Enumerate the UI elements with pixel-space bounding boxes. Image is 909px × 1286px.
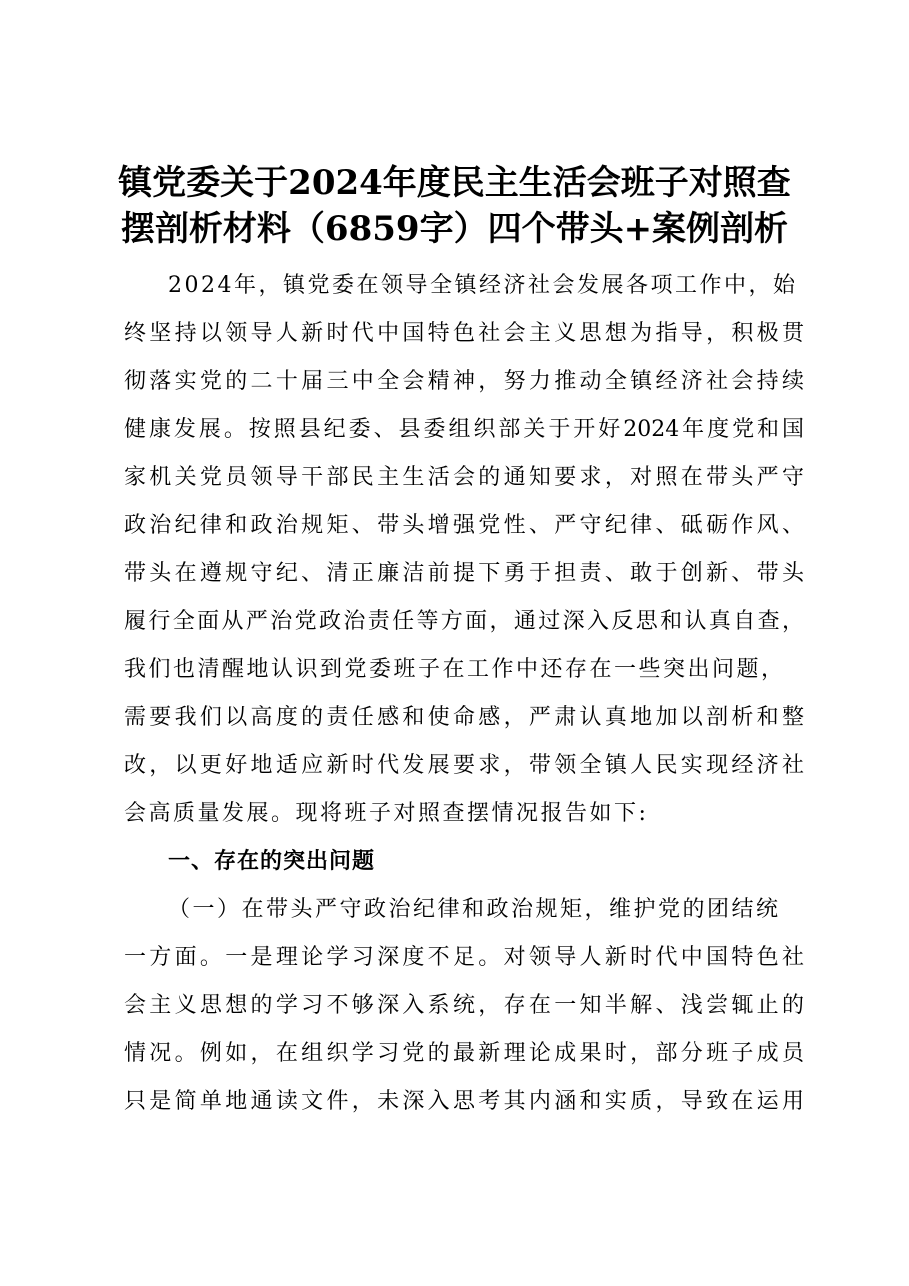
body-line: 情况。例如，在组织学习党的最新理论成果时，部分班子成员 — [124, 1041, 804, 1066]
body-line: 会主义思想的学习不够深入系统，存在一知半解、浅尝辄止的 — [124, 993, 804, 1018]
body-line: 需要我们以高度的责任感和使命感，严肃认真地加以剖析和整 — [124, 705, 804, 730]
document-title-line-2: 摆剖析材料（6859字）四个带头+案例剖析 — [120, 209, 789, 249]
document-body — [124, 262, 804, 1126]
body-line: 履行全面从严治党政治责任等方面，通过深入反思和认真自查， — [124, 609, 804, 634]
body-line: 健康发展。按照县纪委、县委组织部关于开好2024年度党和国 — [124, 417, 804, 442]
body-line: 终坚持以领导人新时代中国特色社会主义思想为指导，积极贯 — [124, 321, 804, 346]
body-line: 会高质量发展。现将班子对照查摆情况报告如下: — [124, 801, 649, 826]
body-line: 彻落实党的二十届三中全会精神，努力推动全镇经济社会持续 — [124, 369, 804, 394]
section-heading: 一、存在的突出问题 — [168, 849, 376, 874]
body-line: 政治纪律和政治规矩、带头增强党性、严守纪律、砥砺作风、 — [124, 513, 804, 538]
body-line: 只是简单地通读文件，未深入思考其内涵和实质，导致在运用 — [124, 1089, 804, 1114]
body-line: 一方面。一是理论学习深度不足。对领导人新时代中国特色社 — [124, 945, 804, 970]
body-line: 带头在遵规守纪、清正廉洁前提下勇于担责、敢于创新、带头 — [124, 561, 804, 586]
document-title-line-1: 镇党委关于2024年度民主生活会班子对照查 — [118, 163, 791, 203]
body-line: 改，以更好地适应新时代发展要求，带领全镇人民实现经济社 — [124, 753, 804, 778]
body-line: 家机关党员领导干部民主生活会的通知要求，对照在带头严守 — [124, 465, 804, 490]
body-line: （一）在带头严守政治纪律和政治规矩，维护党的团结统 — [168, 897, 781, 922]
body-line: 我们也清醒地认识到党委班子在工作中还存在一些突出问题， — [124, 657, 786, 682]
body-line: 2024年，镇党委在领导全镇经济社会发展各项工作中，始 — [168, 273, 798, 298]
